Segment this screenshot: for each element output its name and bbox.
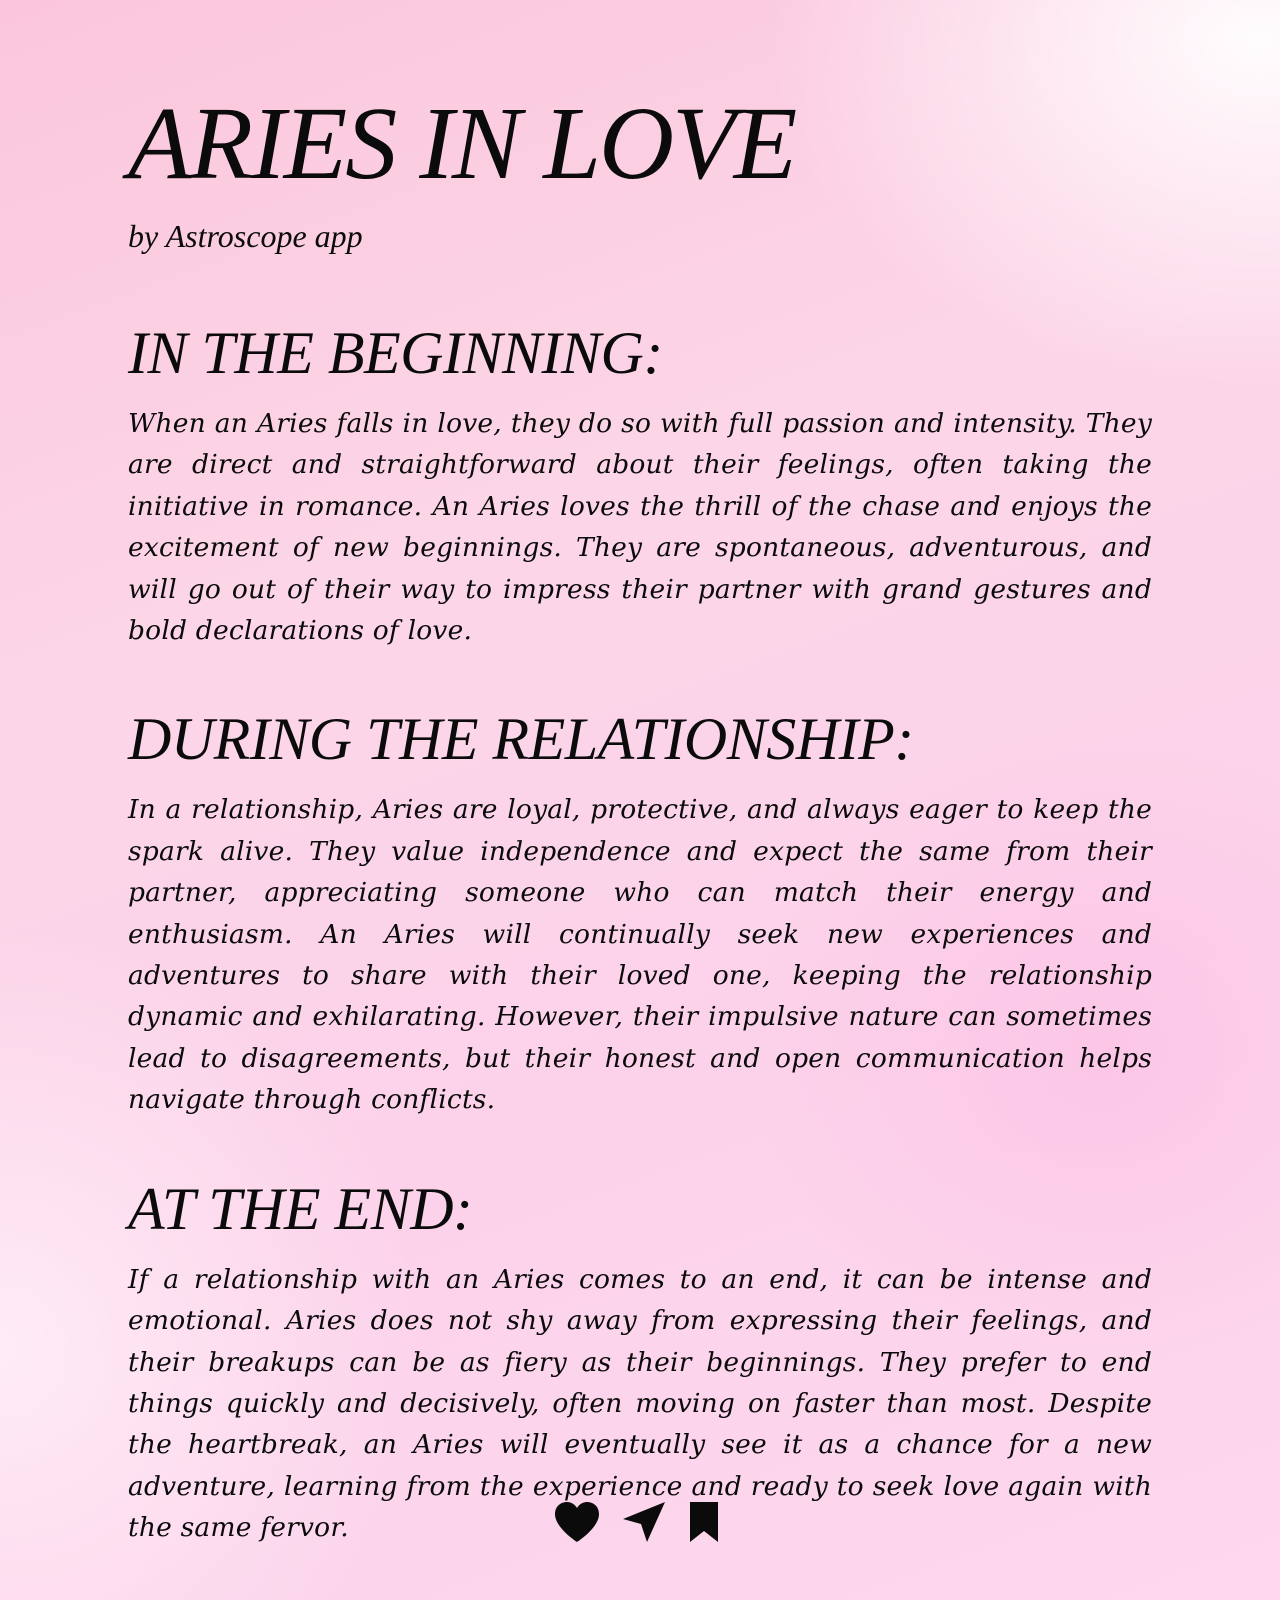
section-beginning [128, 320, 1152, 651]
section-heading-relationship: DURING THE RELATIONSHIP: [128, 706, 914, 773]
section-relationship [128, 706, 1152, 1120]
section-text-end: If a relationship with an Aries comes to an end, it can be intense and emotional. Aries does not shy away from expressing their feelings, and their breakups can be as fiery as their beginnings. They prefer to end things quickly and decisively, often moving on faster than most. Despite the heartbreak, an Aries will eventually see it as a chance for a new adventure, learning from the experience and ready to seek love again with the same fervor. [128, 1263, 1152, 1544]
bookmark-icon[interactable] [687, 1500, 721, 1544]
page-title: ARIES IN LOVE [128, 86, 796, 201]
section-heading-beginning: IN THE BEGINNING: [128, 320, 663, 386]
byline: by Astroscope app [128, 218, 363, 254]
section-end [128, 1175, 1152, 1549]
heart-icon[interactable] [553, 1500, 601, 1544]
section-text-relationship: In a relationship, Aries are loyal, protective, and always eager to keep the spark alive. They value independence and expect the same from their partner, appreciating someone who can match their energy and enthusiasm. An Aries will continually seek new experiences and adventures to share with their loved one, keeping the relationship dynamic and exhilarating. However, their impulsive nature can sometimes lead to disagreements, but their honest and open communication helps navigate through conflicts. [128, 794, 1152, 1116]
section-heading-end: AT THE END: [128, 1175, 473, 1242]
action-bar [553, 1500, 721, 1544]
post-content [128, 80, 1152, 1549]
section-text-beginning: When an Aries falls in love, they do so with full passion and intensity. They are direct and straightforward about their feelings, often taking the initiative in romance. An Aries loves the thrill of the chase and enjoys the excitement of new beginnings. They are spontaneous, adventurous, and will go out of their way to impress their partner with grand gestures and bold declarations of love. [128, 408, 1152, 647]
send-icon[interactable] [621, 1500, 667, 1544]
